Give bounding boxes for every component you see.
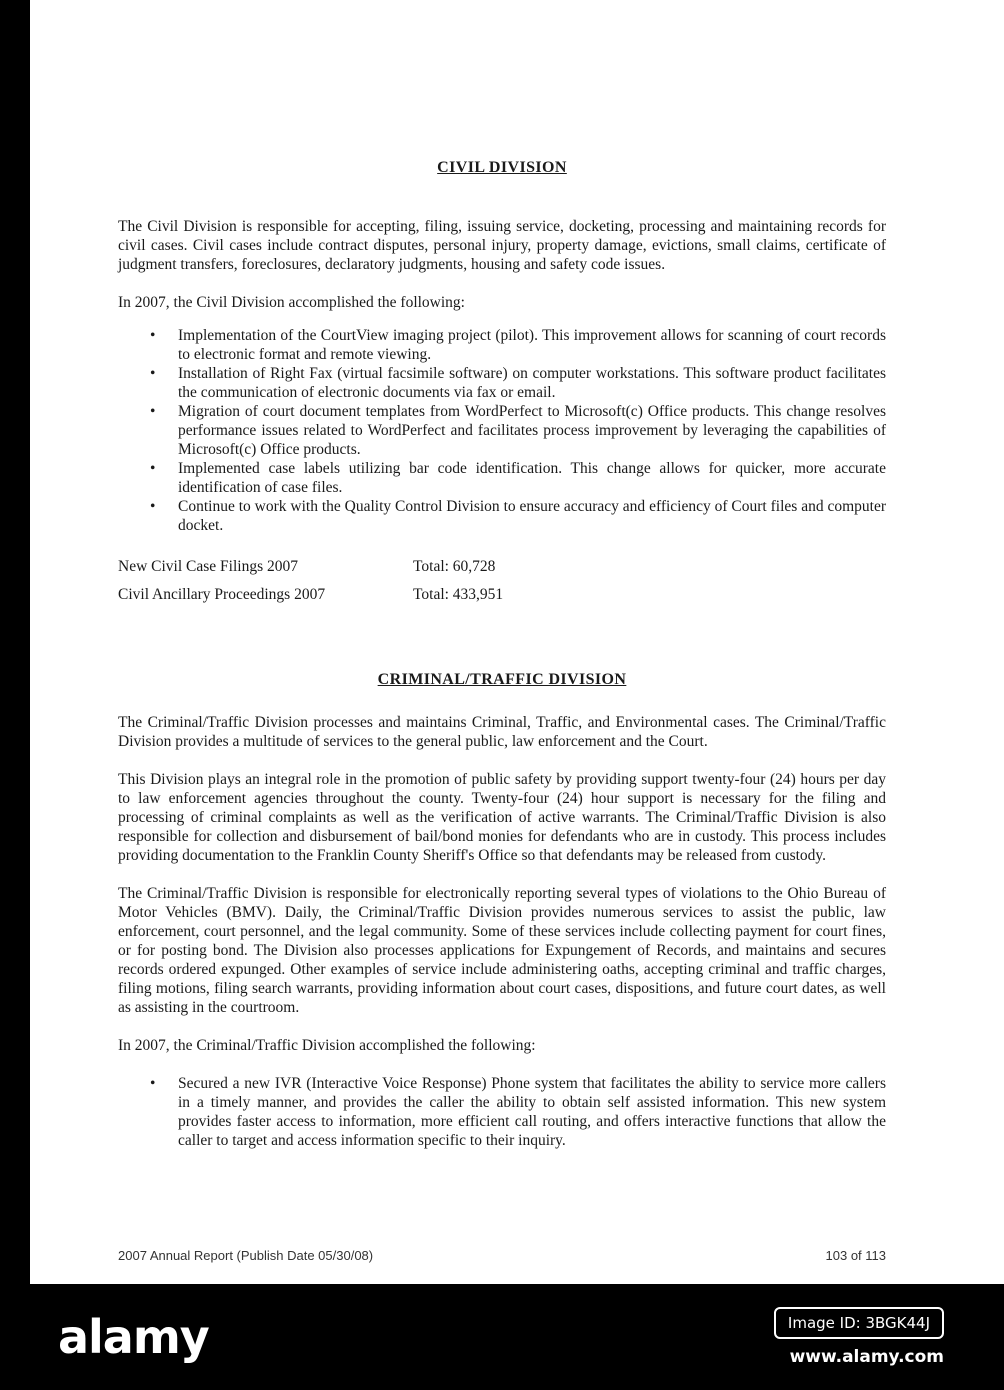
bullet-icon: •	[150, 327, 156, 344]
left-black-strip	[0, 0, 30, 1390]
stat-row	[118, 557, 886, 576]
criminal-paragraph-3: The Criminal/Traffic Division is responsible for electronically reporting several types of violations to the Ohio Bureau of Motor Vehicles (BMV). Daily, the Criminal/Traffic Division provides numerous services to assist the public, law enforcement, court personnel, and the legal community. Some of these services include collecting payment for court fines, or for posting bond. The Division also processes applications for Expungement of Records, and maintains and secures records ordered expunged. Other examples of service include administering oaths, accepting criminal and traffic charges, filing motions, filing search warrants, providing information about court cases, dispositions, and future court dates, as well as assisting in the courtroom.	[118, 885, 886, 1016]
bullet-icon: •	[150, 498, 156, 515]
bullet-text: Installation of Right Fax (virtual facsimile software) on computer workstations. This software product facilitates the communication of electronic documents via fax or email.	[178, 365, 886, 401]
criminal-traffic-division-heading: CRIMINAL/TRAFFIC DIVISION	[377, 671, 627, 688]
page-footer	[118, 1248, 886, 1263]
image-id-badge: Image ID: 3BGK44J	[774, 1307, 944, 1339]
list-item	[148, 402, 886, 459]
bullet-icon: •	[150, 365, 156, 382]
footer-page-number: 103 of 113	[825, 1248, 886, 1263]
bullet-icon: •	[150, 460, 156, 477]
alamy-watermark-bar	[0, 1284, 1004, 1390]
stat-value: Total: 60,728	[413, 558, 496, 575]
civil-intro-paragraph: The Civil Division is responsible for accepting, filing, issuing service, docketing, processing and maintaining records for civil cases. Civil cases include contract disputes, personal injury, property damage, evictions, small claims, certificate of judgment transfers, foreclosures, declaratory judgments, housing and safety code issues.	[118, 218, 886, 273]
bullet-icon: •	[150, 1075, 156, 1092]
civil-division-heading: CIVIL DIVISION	[437, 159, 567, 176]
stat-value: Total: 433,951	[413, 586, 504, 603]
list-item	[148, 459, 886, 497]
civil-stats	[118, 557, 886, 604]
bullet-text: Implementation of the CourtView imaging project (pilot). This improvement allows for scanning of court records to electronic format and remote viewing.	[178, 327, 886, 363]
list-item	[148, 497, 886, 535]
list-item	[148, 364, 886, 402]
civil-accomplished-heading: In 2007, the Civil Division accomplished the following:	[118, 294, 465, 311]
watermark-right-block	[774, 1307, 944, 1367]
criminal-paragraph-2: This Division plays an integral role in the promotion of public safety by providing support twenty-four (24) hours per day to law enforcement agencies throughout the county. Twenty-four (24) hour support is necessary for the filing and processing of criminal complaints as well as the verification of active warrants. The Criminal/Traffic Division is also responsible for collection and disbursement of bail/bond monies for defendants who are in custody. This process includes providing documentation to the Franklin County Sheriff's Office so that defendants may be released from custody.	[118, 771, 886, 864]
stat-label: New Civil Case Filings 2007	[118, 558, 298, 575]
list-item	[148, 326, 886, 364]
criminal-accomplished-heading: In 2007, the Criminal/Traffic Division accomplished the following:	[118, 1037, 536, 1054]
bullet-icon: •	[150, 403, 156, 420]
criminal-paragraph-1: The Criminal/Traffic Division processes and maintains Criminal, Traffic, and Environmental cases. The Criminal/Traffic Division provides a multitude of services to the general public, law enforcement and the Court.	[118, 714, 886, 750]
civil-bullet-list	[148, 326, 886, 535]
bullet-text: Secured a new IVR (Interactive Voice Response) Phone system that facilitates the ability to service more callers in a timely manner, and provides the caller the ability to obtain self assisted information. This new system provides faster access to information, more efficient call routing, and offers interactive functions that allow the caller to target and access information specific to their inquiry.	[178, 1075, 886, 1149]
footer-report-title: 2007 Annual Report (Publish Date 05/30/08)	[118, 1248, 374, 1263]
stat-row	[118, 585, 886, 604]
alamy-logo: alamy	[58, 1310, 209, 1364]
bullet-text: Implemented case labels utilizing bar code identification. This change allows for quicker, more accurate identification of case files.	[178, 460, 886, 496]
list-item	[148, 1074, 886, 1150]
document-content	[118, 0, 886, 1172]
bullet-text: Continue to work with the Quality Control Division to ensure accuracy and efficiency of Court files and computer docket.	[178, 498, 886, 534]
stat-label: Civil Ancillary Proceedings 2007	[118, 586, 326, 603]
bullet-text: Migration of court document templates from WordPerfect to Microsoft(c) Office products. This change resolves performance issues related to WordPerfect and facilitates process improvement by leveraging the capabilities of Microsoft(c) Office products.	[178, 403, 886, 458]
alamy-url: www.alamy.com	[789, 1347, 944, 1367]
criminal-bullet-list	[148, 1074, 886, 1150]
